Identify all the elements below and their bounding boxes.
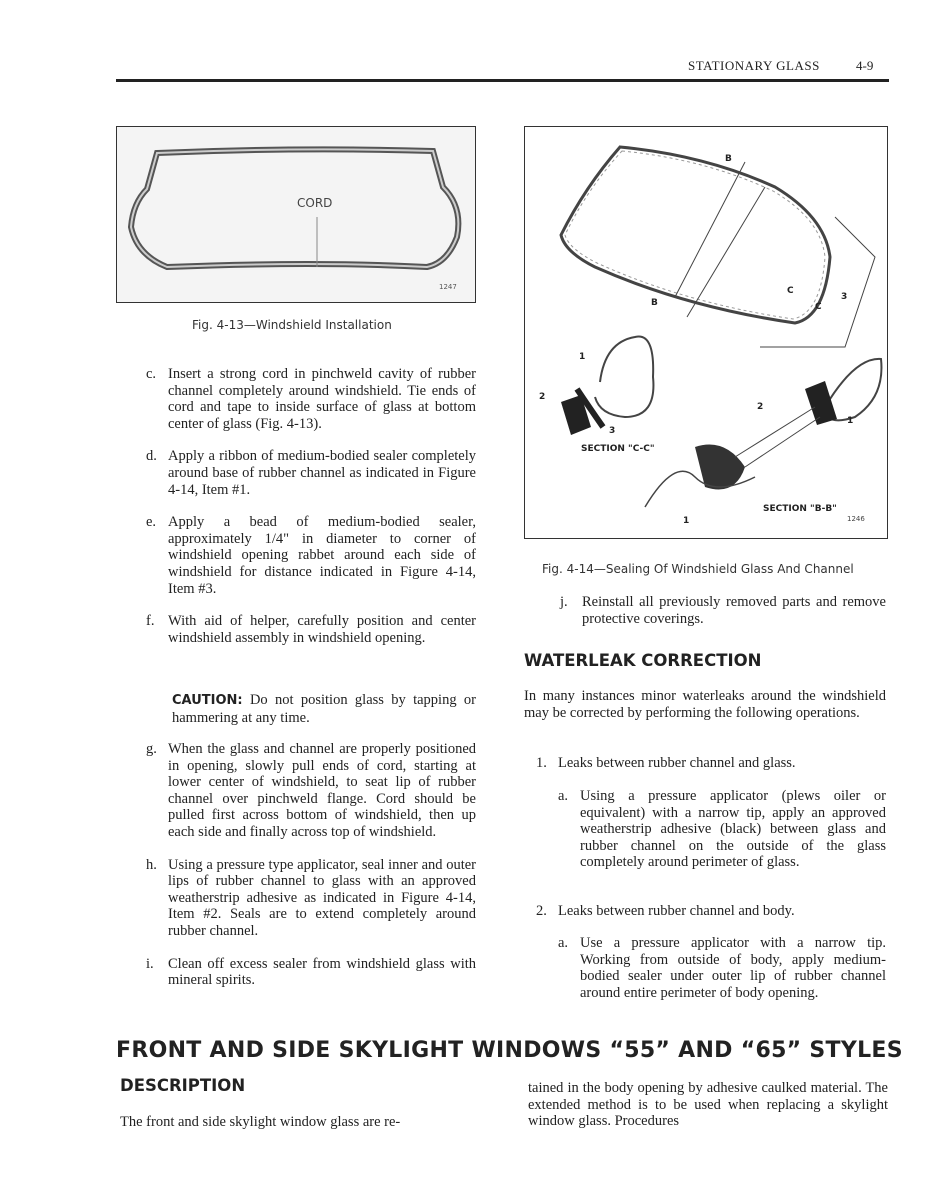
left-column-steps-2 [146, 741, 476, 989]
description-left: The front and side skylight window glass are re- [120, 1114, 401, 1130]
left-column-steps [146, 366, 476, 646]
description-right: tained in the body opening by adhesive caulked material. The extended method is to be used when replacing a skylight window glass. Procedures [528, 1080, 888, 1130]
figure-windshield-installation [116, 126, 476, 303]
step-j: j. Reinstall all previously removed parts and remove protective coverings. [560, 594, 886, 627]
step-d: d. Apply a ribbon of medium-bodied sealer completely around base of rubber channel as indicated in Figure 4-14, Item #1. [146, 448, 476, 498]
figure-14-caption: Fig. 4-14—Sealing Of Windshield Glass And Channel [542, 562, 854, 576]
caution-label: CAUTION: [172, 693, 243, 708]
waterleak-heading: WATERLEAK CORRECTION [524, 651, 762, 670]
step-h: h. Using a pressure type applicator, seal inner and outer lips of rubber channel to glass with an approved weatherstrip adhesive as indicated in Figure 4-14, Item #2. Seals are to extend completely around rubber channel. [146, 856, 476, 939]
label-3-cc: 3 [609, 426, 616, 436]
description-heading: DESCRIPTION [120, 1076, 246, 1095]
leak-2: 2. Leaks between rubber channel and body. [536, 903, 795, 919]
figure-number: 1246 [847, 515, 865, 523]
caution-text: Do not position glass by tapping or hammering at any time. [172, 692, 476, 726]
label-2-bb: 2 [757, 402, 764, 412]
section-cc-label: SECTION "C-C" [581, 444, 655, 454]
label-c-right: C [815, 302, 822, 312]
figure-number: 1247 [439, 283, 457, 291]
label-1-bb-bottom: 1 [683, 516, 690, 526]
figure-sealing-windshield [524, 126, 888, 539]
section-bb-label: SECTION "B-B" [763, 504, 837, 514]
label-c-left: C [787, 286, 794, 296]
figure-13-caption: Fig. 4-13—Windshield Installation [192, 318, 392, 332]
cord-label: CORD [297, 196, 333, 210]
leak-1a: a. Using a pressure applicator (plews oiler or equivalent) with a narrow tip, apply an approved weatherstrip adhesive (black) between glass and rubber channel on the outside of the glass completely around perimeter of glass. [558, 788, 886, 871]
step-i: i. Clean off excess sealer from windshield glass with mineral spirits. [146, 955, 476, 989]
windshield-drawing [117, 127, 475, 302]
step-c: c. Insert a strong cord in pinchweld cavity of rubber channel completely around windshield. Tie ends of cord and tape to inside surface of glass at bottom center of glass (Fig. 4-13). [146, 366, 476, 432]
label-b-top: B [725, 154, 732, 164]
main-section-heading: FRONT AND SIDE SKYLIGHT WINDOWS “55” AND “65” STYLES [116, 1038, 903, 1063]
leak-1: 1. Leaks between rubber channel and glass. [536, 755, 796, 771]
step-g: g. When the glass and channel are properly positioned in opening, slowly pull ends of cord, starting at lower center of windshield, to seat lip of rubber channel over pinchweld flange. Cord should be pulled first across bottom of windshield, then up each side and finally across top of windshield. [146, 741, 476, 840]
page-number: 4-9 [856, 58, 874, 73]
section-title: STATIONARY GLASS [688, 58, 820, 73]
leak-2a: a. Use a pressure applicator with a narrow tip. Working from outside of body, apply medium-bodied sealer under outer lip of rubber channel around entire perimeter of body opening. [558, 935, 886, 1001]
header-rule [116, 79, 889, 82]
label-2-cc: 2 [539, 392, 546, 402]
sealing-drawing [525, 127, 887, 538]
label-3-top: 3 [841, 292, 848, 302]
label-1-cc: 1 [579, 352, 586, 362]
step-f: f. With aid of helper, carefully position and center windshield assembly in windshield opening. [146, 613, 476, 646]
label-b-bottom: B [651, 298, 658, 308]
caution-note [172, 692, 476, 726]
label-1-bb: 1 [847, 416, 854, 426]
step-e: e. Apply a bead of medium-bodied sealer, approximately 1/4" in diameter to corner of windshield opening rabbet around each side of windshield for distance indicated in Figure 4-14, Item #3. [146, 514, 476, 597]
waterleak-intro: In many instances minor waterleaks around the windshield may be corrected by performing the following operations. [524, 688, 886, 721]
